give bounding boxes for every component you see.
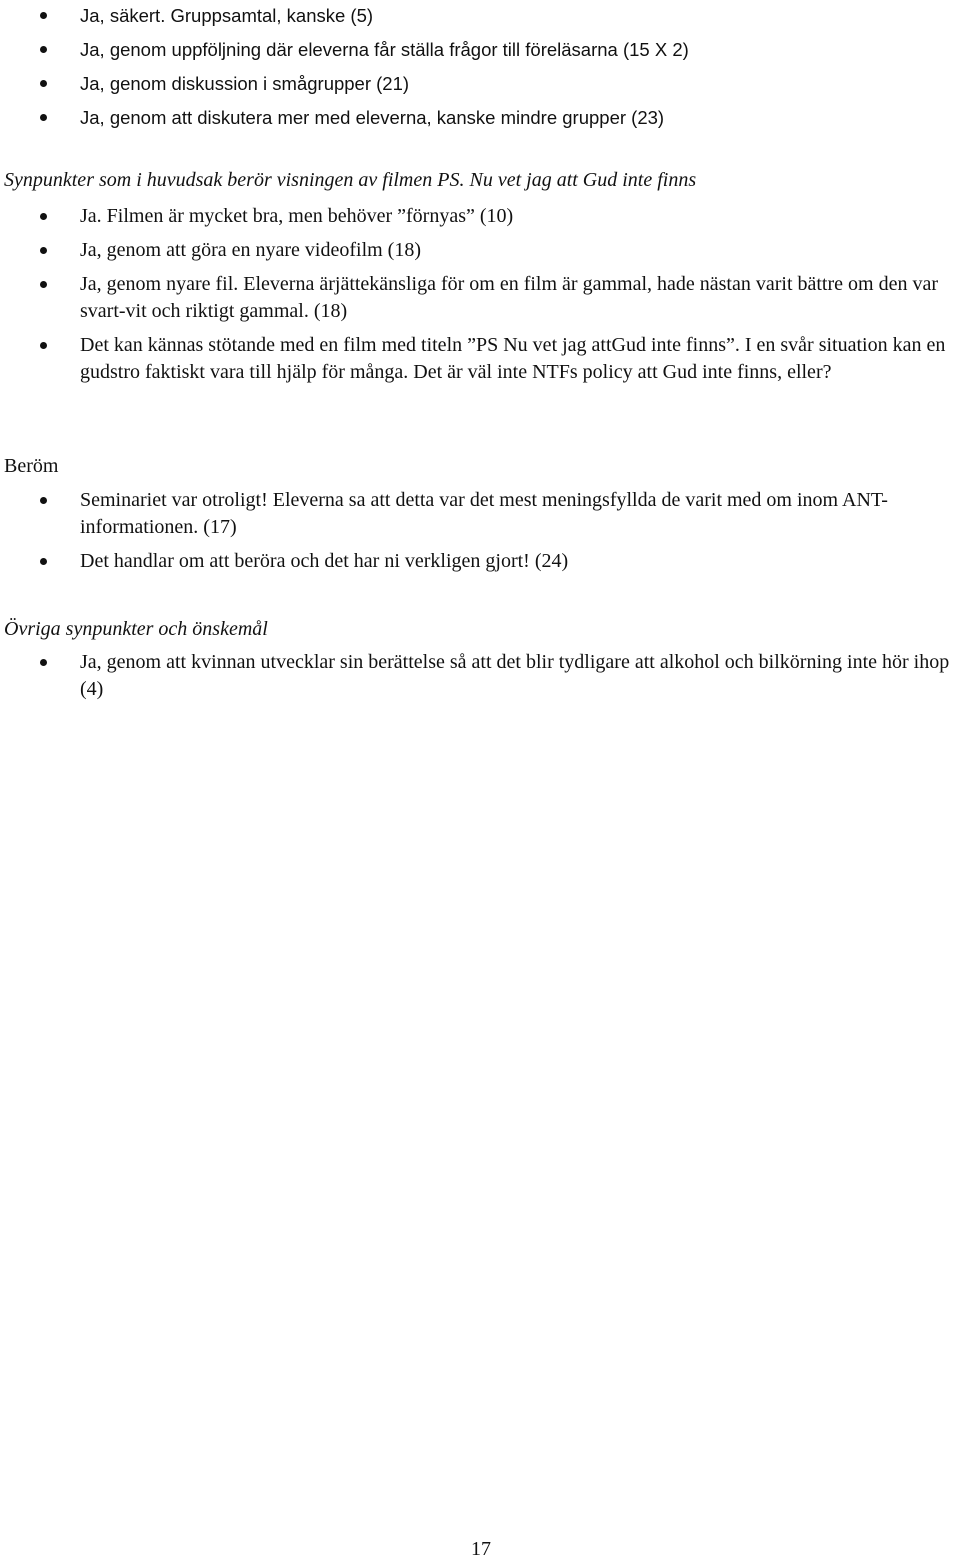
bullet-icon xyxy=(40,46,47,53)
list-item xyxy=(0,649,960,703)
bullet-icon xyxy=(40,558,47,565)
list-item xyxy=(0,237,960,264)
section-heading-ovriga: Övriga synpunkter och önskemål xyxy=(4,618,268,640)
bullet-icon xyxy=(40,659,47,666)
list-item xyxy=(0,487,960,541)
list-item-text: Seminariet var otroligt! Eleverna sa att detta var det mest meningsfyllda de varit med om inom ANT-informationen. (17) xyxy=(80,489,888,538)
bullet-icon xyxy=(40,80,47,87)
bullet-icon xyxy=(40,497,47,504)
list-item-text: Det handlar om att beröra och det har ni verkligen gjort! (24) xyxy=(80,550,569,572)
list-item-text: Ja, genom uppföljning där eleverna får ställa frågor till föreläsarna (15 X 2) xyxy=(80,39,689,60)
list-item xyxy=(0,271,960,325)
bullet-icon xyxy=(40,247,47,254)
bullet-list-film xyxy=(0,203,960,393)
bullet-icon xyxy=(40,342,47,349)
bullet-icon xyxy=(40,12,47,19)
section-heading-film xyxy=(4,167,696,194)
list-item-text: Ja, genom att göra en nyare videofilm (18) xyxy=(80,239,421,261)
list-item xyxy=(0,70,960,104)
bullet-list-top xyxy=(0,2,960,138)
list-item-text: Ja, genom diskussion i smågrupper (21) xyxy=(80,73,410,94)
section-heading-berom: Beröm xyxy=(4,455,59,477)
list-item-text: Ja, genom nyare fil. Eleverna ärjättekänsliga för om en film är gammal, hade nästan varit bättre om den var svart-vit och riktigt gammal. (18) xyxy=(80,273,938,322)
list-item xyxy=(0,203,960,230)
list-item xyxy=(0,548,960,575)
list-item xyxy=(0,332,960,386)
page-number: 17 xyxy=(471,1538,491,1560)
list-item-text: Ja, genom att diskutera mer med eleverna, kanske mindre grupper (23) xyxy=(80,107,665,128)
bullet-icon xyxy=(40,281,47,288)
list-item-text: Ja. Filmen är mycket bra, men behöver ”förnyas” (10) xyxy=(80,205,514,227)
bullet-list-berom xyxy=(0,487,960,582)
list-item-text: Ja, genom att kvinnan utvecklar sin berättelse så att det blir tydligare att alkohol och bilkörning inte hör ihop (4) xyxy=(80,651,950,700)
list-item-text-sans: Ja, säkert. xyxy=(80,5,166,26)
list-item-text: Gruppsamtal, kanske (5) xyxy=(165,5,374,26)
section-heading-film-part-b: PS. Nu vet jag att Gud inte finns xyxy=(432,169,697,191)
bullet-list-ovriga xyxy=(0,649,960,710)
bullet-icon xyxy=(40,213,47,220)
list-item xyxy=(0,104,960,138)
list-item xyxy=(0,2,960,36)
list-item xyxy=(0,36,960,70)
bullet-icon xyxy=(40,114,47,121)
section-heading-film-part-a: Synpunkter som i huvudsak berör visningen av filmen xyxy=(4,169,433,191)
list-item-text: Det kan kännas stötande med en film med titeln ”PS Nu vet jag attGud inte finns”. I en svår situation kan en gudstro faktiskt vara till hjälp för många. Det är väl inte NTFs policy att Gud inte finns, eller? xyxy=(80,334,946,383)
